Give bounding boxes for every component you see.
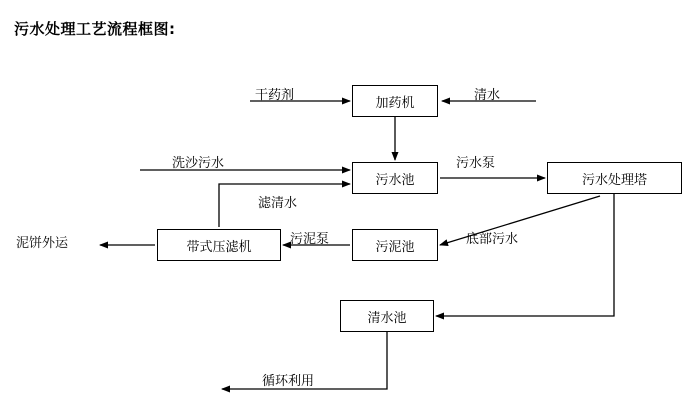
node-label: 带式压滤机 bbox=[186, 239, 252, 255]
edge-label-wash-sand-sewage: 洗沙污水 bbox=[172, 156, 225, 171]
node-label: 污泥池 bbox=[375, 239, 415, 255]
node-sewage-pool[interactable] bbox=[352, 162, 438, 194]
node-clean-water-pool[interactable] bbox=[340, 300, 434, 332]
node-sludge-pool[interactable] bbox=[352, 229, 438, 261]
edge-tower-to-clean-pool bbox=[436, 194, 614, 316]
edge-label-sewage-pump: 污水泵 bbox=[456, 156, 496, 171]
edge-label-bottom-sewage: 底部污水 bbox=[466, 232, 519, 247]
page-title: 污水处理工艺流程框图: bbox=[14, 20, 176, 38]
node-belt-filter-press[interactable] bbox=[157, 229, 281, 261]
edge-label-mud-cake-transport: 泥饼外运 bbox=[16, 236, 69, 251]
node-label: 清水池 bbox=[367, 310, 407, 326]
edge-label-sludge-pump: 污泥泵 bbox=[290, 232, 330, 247]
node-dosing-machine[interactable] bbox=[352, 85, 438, 117]
edge-label-clean-water: 清水 bbox=[474, 88, 501, 103]
node-label: 污水池 bbox=[375, 172, 415, 188]
node-sewage-treatment-tower[interactable] bbox=[547, 162, 682, 194]
edge-label-filtrate-water: 滤清水 bbox=[258, 196, 298, 211]
node-label: 污水处理塔 bbox=[581, 172, 647, 188]
edge-label-dry-agent: 干药剂 bbox=[255, 88, 295, 103]
edge-tower-to-sludge-pool bbox=[440, 196, 600, 245]
edge-label-recycle-use: 循环利用 bbox=[262, 374, 315, 389]
node-label: 加药机 bbox=[375, 95, 415, 111]
